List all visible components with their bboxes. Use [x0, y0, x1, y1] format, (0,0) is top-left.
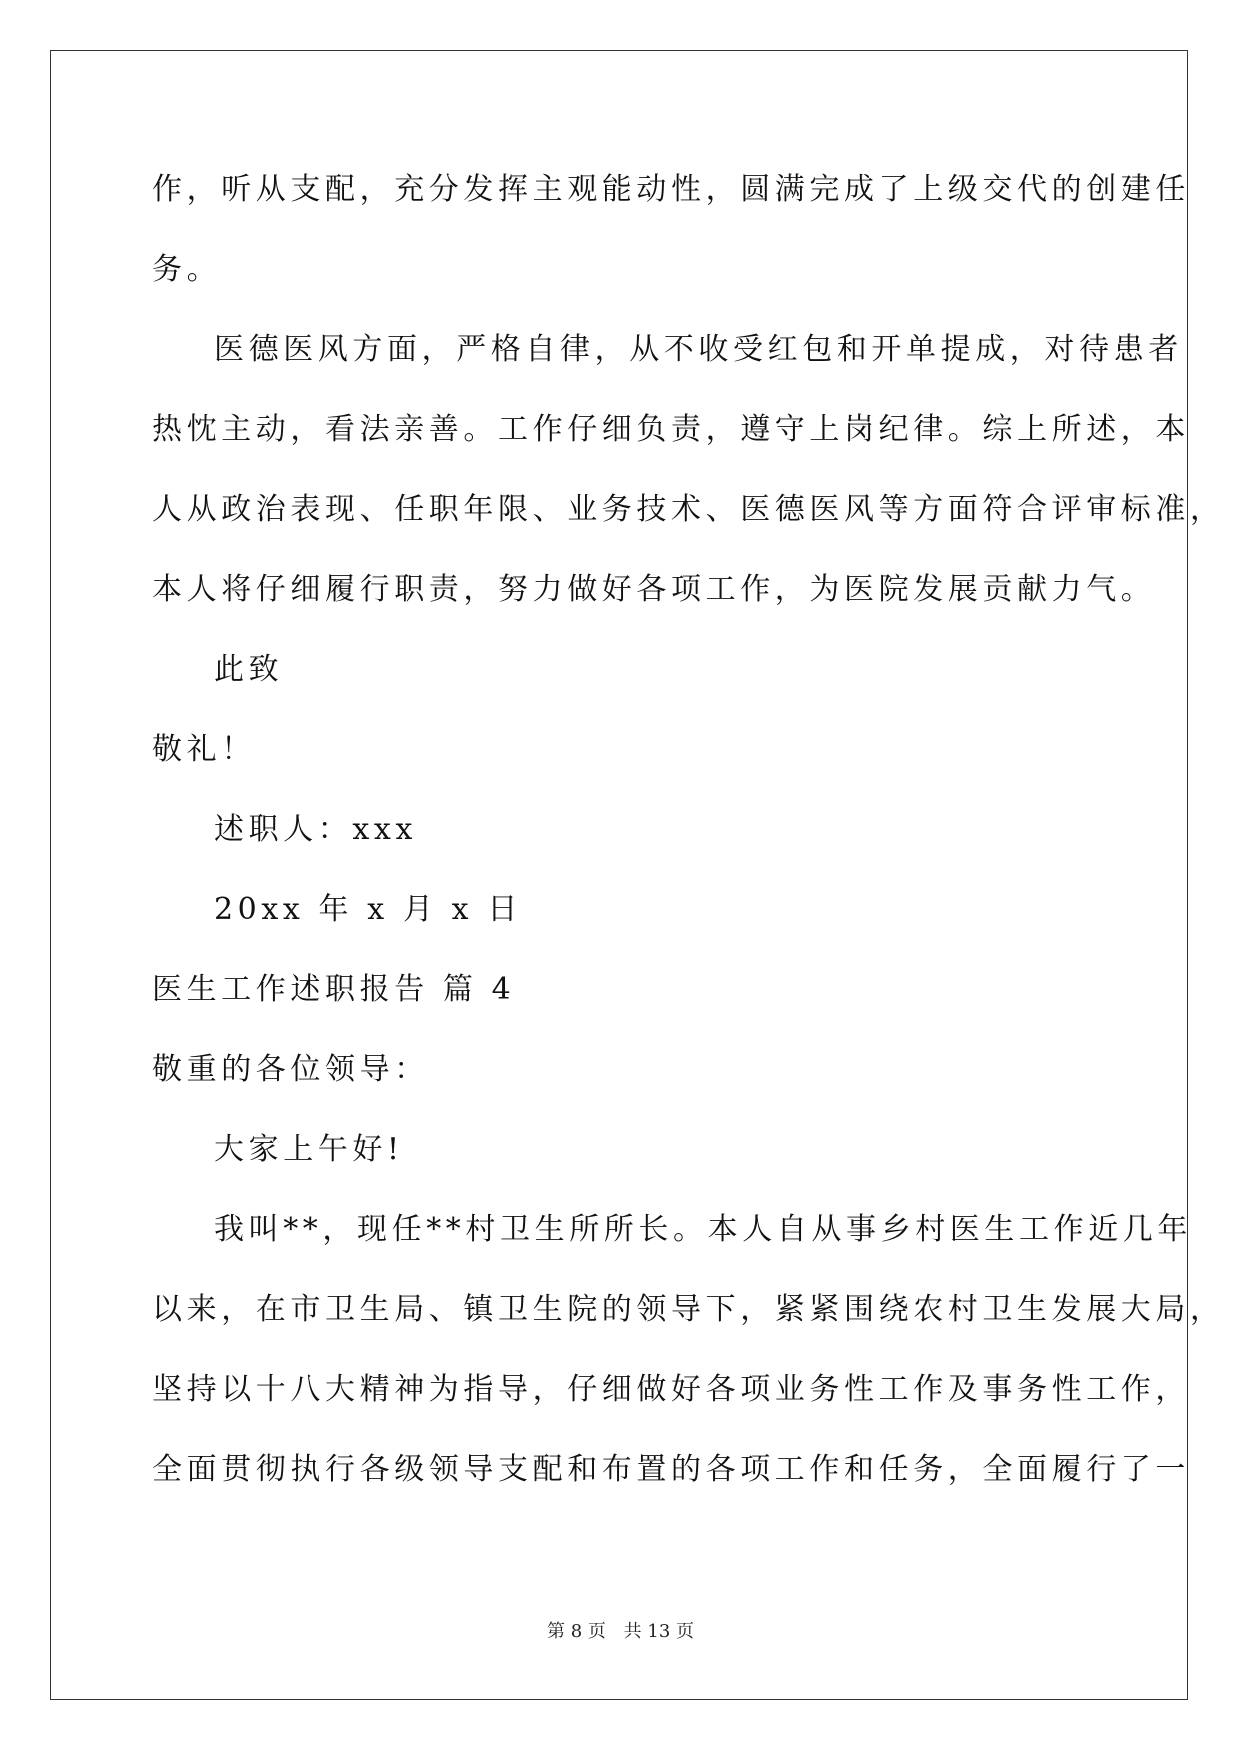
paragraph-line: 作，听从支配，充分发挥主观能动性，圆满完成了上级交代的创建任 [152, 172, 1190, 207]
section-heading: 医生工作述职报告 篇 4 [152, 972, 516, 1007]
paragraph-line: 热忱主动，看法亲善。工作仔细负责，遵守上岗纪律。综上所述，本 [152, 412, 1190, 447]
greeting-line: 大家上午好! [214, 1132, 404, 1167]
paragraph-line: 务。 [152, 252, 222, 287]
paragraph-line: 我叫**，现任**村卫生所所长。本人自从事乡村医生工作近几年 [214, 1212, 1192, 1247]
page-footer [0, 1620, 1241, 1644]
paragraph-line: 医德医风方面，严格自律，从不收受红包和开单提成，对待患者 [214, 332, 1183, 367]
closing-salutation: 此致 [214, 652, 284, 687]
greeting: 敬重的各位领导： [152, 1052, 429, 1087]
paragraph-line: 本人将仔细履行职责，努力做好各项工作，为医院发展贡献力气。 [152, 572, 1156, 607]
paragraph-line: 以来，在市卫生局、镇卫生院的领导下，紧紧围绕农村卫生发展大局， [152, 1292, 1225, 1327]
paragraph-line: 坚持以十八大精神为指导，仔细做好各项业务性工作及事务性工作， [152, 1372, 1190, 1407]
signature-line: 述职人：xxx [214, 812, 417, 847]
page-number: 第 8 页 [547, 1621, 606, 1642]
page-total: 共 13 页 [623, 1621, 694, 1642]
closing-regards: 敬礼！ [152, 732, 256, 767]
paragraph-line: 人从政治表现、任职年限、业务技术、医德医风等方面符合评审标准， [152, 492, 1225, 527]
date-line: 20xx 年 x 月 x 日 [214, 892, 522, 927]
paragraph-line: 全面贯彻执行各级领导支配和布置的各项工作和任务，全面履行了一 [152, 1452, 1190, 1487]
